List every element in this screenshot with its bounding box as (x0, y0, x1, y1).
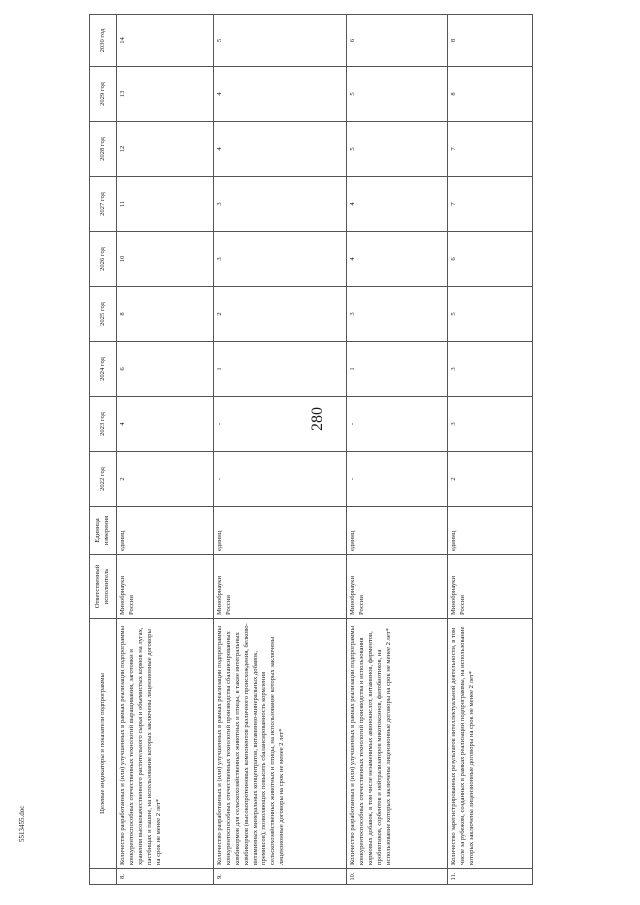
page-number: 280 (309, 407, 326, 431)
header-cell: 2023 год (90, 397, 117, 452)
table-header-row (90, 15, 117, 885)
value-cell: 1 (214, 342, 347, 397)
value-cell: 3 (214, 177, 347, 232)
header-cell: 2028 год (90, 122, 117, 177)
row-number: 9. (214, 869, 347, 885)
value-cell: 7 (448, 122, 533, 177)
value-cell: 5 (347, 122, 448, 177)
table-row (448, 15, 533, 885)
executor-cell: Минобрнауки России (347, 555, 448, 619)
value-cell: - (347, 452, 448, 507)
value-cell: 6 (448, 232, 533, 287)
footer-document-name: 5513455.doc (18, 805, 26, 842)
value-cell: 11 (117, 177, 214, 232)
value-cell: 5 (214, 15, 347, 67)
table-row (117, 15, 214, 885)
unit-cell: единиц (214, 507, 347, 555)
executor-cell: Минобрнауки России (448, 555, 533, 619)
value-cell: 4 (347, 232, 448, 287)
value-cell: 7 (448, 177, 533, 232)
executor-cell: Минобрнауки России (214, 555, 347, 619)
header-cell: Единица измерения (90, 507, 117, 555)
table-row (214, 15, 347, 885)
header-cell: 2022 год (90, 452, 117, 507)
value-cell: 14 (117, 15, 214, 67)
value-cell: 3 (347, 287, 448, 342)
value-cell: 4 (347, 177, 448, 232)
value-cell: 1 (347, 342, 448, 397)
value-cell: - (347, 397, 448, 452)
value-cell: 3 (448, 397, 533, 452)
value-cell: 5 (448, 287, 533, 342)
value-cell: 6 (347, 15, 448, 67)
value-cell: 2 (214, 287, 347, 342)
indicator-cell: Количество разработанных и (или) улучшенных в рамках реализации подпрограммы конкурентоспособных отечественных технологий выращивания, заготовки и хранения высококачественного растительного сырья и объемистых кормов на лугах, пастбищах и пашне, на использование которых заключены лицензионные договоры на срок не менее 2 лет* (117, 619, 214, 869)
header-cell (90, 869, 117, 885)
header-cell: 2024 год (90, 342, 117, 397)
value-cell: - (214, 397, 347, 452)
indicators-table (89, 14, 533, 885)
value-cell: 4 (117, 397, 214, 452)
executor-cell: Минобрнауки России (117, 555, 214, 619)
value-cell: 3 (214, 232, 347, 287)
indicator-cell: Количество разработанных и (или) улучшенных в рамках реализации подпрограммы конкурентоспособных отечественных технологий производства сбалансированных комбикормов для сельскохозяйственных животных и птицы, в такие интегральных комбикормов (высокопротеиновых компонентов различного происхождения, белково-витаминных минеральных концентратов, витаминно-минеральных добавок, премиксов), позволяющих повысить сбалансированность кормления сельскохозяйственных животных и птицы, на использование которых заключены лицензионные договоры на срок не менее 2 лет* (214, 619, 347, 869)
row-number: 8. (117, 869, 214, 885)
rotated-page (89, 15, 519, 885)
unit-cell: единиц (347, 507, 448, 555)
indicator-cell: Количество разработанных и (или) улучшенных в рамках реализации подпрограммы конкурентоспособных отечественных технологий производства и использования кормовых добавок, в том числе незаменимых аминокислот, витаминов, ферментов, пробиотиков, сорбентов и нейтрализаторов микотоксинов, фитобиотиков, на использование которых заключены лицензионные договоры на срок не менее 2 лет* (347, 619, 448, 869)
header-cell: 2026 год (90, 232, 117, 287)
value-cell: 13 (117, 67, 214, 122)
value-cell: 8 (117, 287, 214, 342)
value-cell: 10 (117, 232, 214, 287)
value-cell: - (214, 452, 347, 507)
value-cell: 8 (448, 67, 533, 122)
value-cell: 5 (347, 67, 448, 122)
table-row (347, 15, 448, 885)
value-cell: 6 (117, 342, 214, 397)
header-cell: Целевые индикаторы и показатели подпрограммы (90, 619, 117, 869)
row-number: 11. (448, 869, 533, 885)
value-cell: 4 (214, 122, 347, 177)
value-cell: 12 (117, 122, 214, 177)
indicator-cell: Количество зарегистрированных результатов интеллектуальной деятельности, в том числе за рубежом, созданных в рамках реализации подпрограммы, на использование которых заключены лицензионные договоры на срок не менее 2 лет* (448, 619, 533, 869)
row-number: 10. (347, 869, 448, 885)
unit-cell: единиц (448, 507, 533, 555)
value-cell: 4 (214, 67, 347, 122)
unit-cell: единиц (117, 507, 214, 555)
header-cell: 2025 год (90, 287, 117, 342)
header-cell: 2030 год (90, 15, 117, 67)
header-cell: Ответственный исполнитель (90, 555, 117, 619)
header-cell: 2029 год (90, 67, 117, 122)
value-cell: 3 (448, 342, 533, 397)
header-cell: 2027 год (90, 177, 117, 232)
value-cell: 2 (117, 452, 214, 507)
value-cell: 8 (448, 15, 533, 67)
value-cell: 2 (448, 452, 533, 507)
